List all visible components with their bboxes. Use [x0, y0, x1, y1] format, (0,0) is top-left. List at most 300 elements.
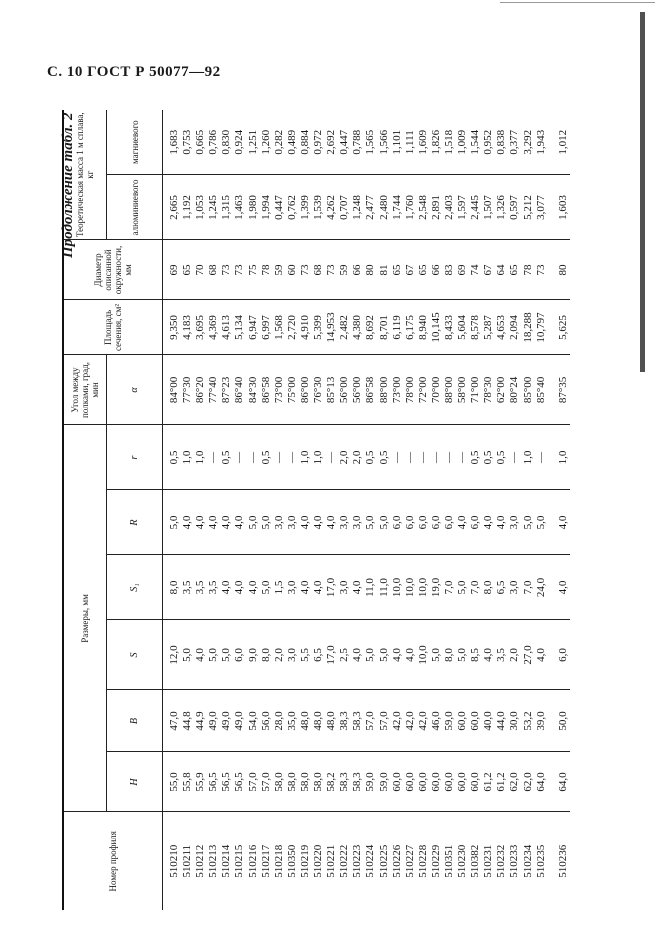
cell-r: — — [430, 425, 443, 490]
cell-B: 44,8 — [181, 690, 194, 752]
cell-mass-al: 1,315 — [220, 175, 233, 240]
cell-diameter: 67 — [482, 240, 495, 300]
cell-R: 4,0 — [325, 490, 338, 555]
cell-area: 10,797 — [535, 300, 548, 355]
header-dimensions-group: Размеры, мм — [63, 425, 107, 812]
cell-angle: 86°40 — [233, 355, 246, 425]
cell-area: 8,701 — [378, 300, 391, 355]
cell-area: 4,380 — [351, 300, 364, 355]
cell-S1: 4,0 — [299, 555, 312, 620]
cell-area: 4,653 — [495, 300, 508, 355]
cell-S: 5,0 — [220, 620, 233, 690]
table-row — [404, 110, 417, 910]
cell-r: — — [391, 425, 404, 490]
cell-B: 50,0 — [548, 690, 570, 752]
cell-H: 59,0 — [364, 752, 377, 812]
scan-artifact-line — [500, 2, 655, 3]
scan-artifact-bar — [640, 12, 645, 372]
cell-profile: 510221 — [325, 812, 338, 910]
cell-area: 4,613 — [220, 300, 233, 355]
cell-mass-mg: 1,826 — [430, 110, 443, 175]
cell-profile: 510211 — [181, 812, 194, 910]
cell-S: 2,0 — [273, 620, 286, 690]
cell-r: 1,0 — [194, 425, 207, 490]
cell-area: 2,720 — [286, 300, 299, 355]
cell-diameter: 70 — [194, 240, 207, 300]
cell-mass-al: 1,053 — [194, 175, 207, 240]
cell-profile: 510226 — [391, 812, 404, 910]
cell-S1: 8,0 — [482, 555, 495, 620]
cell-angle: 78°00 — [404, 355, 417, 425]
header-mass-aluminium: алюминиевого — [107, 175, 163, 240]
cell-mass-mg: 2,692 — [325, 110, 338, 175]
cell-r: — — [233, 425, 246, 490]
cell-angle: 85°00 — [522, 355, 535, 425]
table-row — [391, 110, 404, 910]
cell-area: 8,578 — [469, 300, 482, 355]
cell-mass-mg: 1,101 — [391, 110, 404, 175]
cell-r: 1,0 — [299, 425, 312, 490]
cell-mass-mg: 0,786 — [207, 110, 220, 175]
cell-mass-al: 1,539 — [312, 175, 325, 240]
cell-angle: 88°00 — [443, 355, 456, 425]
cell-area: 18,288 — [522, 300, 535, 355]
profile-table — [62, 110, 570, 910]
table-row — [508, 110, 521, 910]
cell-R: 5,0 — [260, 490, 273, 555]
table-row — [351, 110, 364, 910]
cell-area: 4,369 — [207, 300, 220, 355]
cell-H: 58,3 — [338, 752, 351, 812]
cell-mass-al: 1,980 — [247, 175, 260, 240]
cell-S1: 1,5 — [273, 555, 286, 620]
cell-profile: 510216 — [247, 812, 260, 910]
cell-area: 5,287 — [482, 300, 495, 355]
cell-S1: 5,0 — [260, 555, 273, 620]
cell-profile: 510224 — [364, 812, 377, 910]
cell-R: 4,0 — [495, 490, 508, 555]
cell-mass-mg: 1,566 — [378, 110, 391, 175]
cell-S1: 19,0 — [430, 555, 443, 620]
cell-S: 8,5 — [469, 620, 482, 690]
cell-mass-mg: 0,830 — [220, 110, 233, 175]
cell-S: 9,0 — [247, 620, 260, 690]
cell-r: — — [286, 425, 299, 490]
cell-area: 1,568 — [273, 300, 286, 355]
cell-angle: 72°00 — [417, 355, 430, 425]
cell-diameter: 80 — [548, 240, 570, 300]
header-profile-number: Номер профиля — [63, 812, 163, 910]
header-S: S — [107, 620, 163, 690]
cell-angle: 84°00 — [163, 355, 182, 425]
cell-S: 5,0 — [456, 620, 469, 690]
cell-r: — — [417, 425, 430, 490]
cell-profile: 510212 — [194, 812, 207, 910]
cell-S1: 10,0 — [391, 555, 404, 620]
cell-S1: 6,5 — [495, 555, 508, 620]
cell-R: 4,0 — [233, 490, 246, 555]
table-body — [163, 110, 570, 910]
cell-diameter: 80 — [364, 240, 377, 300]
cell-mass-al: 2,403 — [443, 175, 456, 240]
cell-area: 5,134 — [233, 300, 246, 355]
cell-mass-mg: 0,788 — [351, 110, 364, 175]
cell-r: — — [535, 425, 548, 490]
cell-S: 12,0 — [163, 620, 182, 690]
cell-B: 46,0 — [430, 690, 443, 752]
cell-H: 55,8 — [181, 752, 194, 812]
cell-B: 47,0 — [163, 690, 182, 752]
cell-mass-al: 1,245 — [207, 175, 220, 240]
cell-B: 49,0 — [220, 690, 233, 752]
cell-R: 5,0 — [378, 490, 391, 555]
cell-B: 54,0 — [247, 690, 260, 752]
cell-diameter: 81 — [378, 240, 391, 300]
cell-S: 5,0 — [207, 620, 220, 690]
cell-B: 42,0 — [417, 690, 430, 752]
cell-diameter: 75 — [247, 240, 260, 300]
cell-B: 49,0 — [207, 690, 220, 752]
cell-diameter: 59 — [273, 240, 286, 300]
cell-profile: 510382 — [469, 812, 482, 910]
cell-profile: 510227 — [404, 812, 417, 910]
cell-R: 4,0 — [548, 490, 570, 555]
cell-area: 6,947 — [247, 300, 260, 355]
cell-profile: 510233 — [508, 812, 521, 910]
cell-r: — — [207, 425, 220, 490]
cell-profile: 510213 — [207, 812, 220, 910]
cell-mass-mg: 1,251 — [247, 110, 260, 175]
cell-B: 48,0 — [299, 690, 312, 752]
cell-angle: 56°00 — [338, 355, 351, 425]
cell-diameter: 64 — [495, 240, 508, 300]
cell-mass-mg: 3,292 — [522, 110, 535, 175]
cell-r: 0,5 — [495, 425, 508, 490]
cell-S: 4,0 — [194, 620, 207, 690]
cell-R: 6,0 — [443, 490, 456, 555]
cell-area: 10,145 — [430, 300, 443, 355]
header-r: r — [107, 425, 163, 490]
cell-angle: 87°35 — [548, 355, 570, 425]
page-title: С. 10 ГОСТ Р 50077—92 — [47, 64, 221, 80]
cell-B: 35,0 — [286, 690, 299, 752]
header-mass-group: Теоретическая масса 1 м сплава, кг — [63, 110, 107, 240]
cell-B: 28,0 — [273, 690, 286, 752]
cell-R: 4,0 — [220, 490, 233, 555]
cell-r: 1,0 — [522, 425, 535, 490]
cell-R: 6,0 — [391, 490, 404, 555]
cell-B: 42,0 — [404, 690, 417, 752]
cell-angle: 58°00 — [456, 355, 469, 425]
table-row — [469, 110, 482, 910]
header-angle-symbol: α — [107, 355, 163, 425]
header-H: H — [107, 752, 163, 812]
cell-area: 5,625 — [548, 300, 570, 355]
cell-H: 56,5 — [233, 752, 246, 812]
cell-profile: 510229 — [430, 812, 443, 910]
cell-angle: 84°30 — [247, 355, 260, 425]
cell-S1: 4,0 — [247, 555, 260, 620]
cell-profile: 510218 — [273, 812, 286, 910]
cell-R: 3,0 — [273, 490, 286, 555]
cell-mass-al: 1,248 — [351, 175, 364, 240]
cell-mass-mg: 0,972 — [312, 110, 325, 175]
cell-R: 4,0 — [299, 490, 312, 555]
cell-profile: 510210 — [163, 812, 182, 910]
cell-r: 0,5 — [163, 425, 182, 490]
cell-H: 56,5 — [207, 752, 220, 812]
cell-R: 6,0 — [469, 490, 482, 555]
table-row — [325, 110, 338, 910]
table-row — [417, 110, 430, 910]
cell-B: 44,0 — [495, 690, 508, 752]
cell-H: 62,0 — [508, 752, 521, 812]
table-row — [299, 110, 312, 910]
cell-S1: 10,0 — [404, 555, 417, 620]
cell-mass-mg: 0,753 — [181, 110, 194, 175]
cell-angle: 88°00 — [378, 355, 391, 425]
cell-S1: 24,0 — [535, 555, 548, 620]
cell-R: 5,0 — [247, 490, 260, 555]
cell-angle: 80°24 — [508, 355, 521, 425]
cell-r: 0,5 — [364, 425, 377, 490]
cell-diameter: 65 — [391, 240, 404, 300]
cell-angle: 71°00 — [469, 355, 482, 425]
cell-angle: 73°00 — [273, 355, 286, 425]
cell-profile: 510231 — [482, 812, 495, 910]
cell-H: 58,0 — [273, 752, 286, 812]
cell-profile: 510222 — [338, 812, 351, 910]
cell-profile: 510236 — [548, 812, 570, 910]
header-B: B — [107, 690, 163, 752]
cell-H: 58,0 — [286, 752, 299, 812]
cell-H: 60,0 — [417, 752, 430, 812]
cell-B: 40,0 — [482, 690, 495, 752]
cell-diameter: 73 — [220, 240, 233, 300]
cell-angle: 86°58 — [364, 355, 377, 425]
cell-S: 4,0 — [535, 620, 548, 690]
cell-S: 3,0 — [286, 620, 299, 690]
cell-S: 4,0 — [404, 620, 417, 690]
cell-diameter: 65 — [181, 240, 194, 300]
cell-S: 2,5 — [338, 620, 351, 690]
cell-H: 61,2 — [495, 752, 508, 812]
cell-S: 3,5 — [495, 620, 508, 690]
cell-angle: 86°00 — [299, 355, 312, 425]
table-row — [535, 110, 548, 910]
header-area: Площадь сечения, см² — [63, 300, 163, 355]
cell-r: 0,5 — [220, 425, 233, 490]
table-row — [273, 110, 286, 910]
cell-H: 60,0 — [430, 752, 443, 812]
cell-S1: 17,0 — [325, 555, 338, 620]
cell-r: 2,0 — [351, 425, 364, 490]
cell-area: 3,695 — [194, 300, 207, 355]
cell-angle: 62°00 — [495, 355, 508, 425]
table-continuation-caption: Продолжение табл. 2 — [60, 112, 76, 258]
cell-r: — — [325, 425, 338, 490]
cell-S: 27,0 — [522, 620, 535, 690]
cell-angle: 73°00 — [391, 355, 404, 425]
cell-profile: 510214 — [220, 812, 233, 910]
cell-r: — — [404, 425, 417, 490]
cell-S: 5,0 — [181, 620, 194, 690]
cell-B: 56,0 — [260, 690, 273, 752]
cell-diameter: 66 — [430, 240, 443, 300]
cell-S1: 4,0 — [548, 555, 570, 620]
header-diameter: Диаметр описанной окружности, мм — [63, 240, 163, 300]
cell-mass-al: 0,707 — [338, 175, 351, 240]
cell-angle: 86°20 — [194, 355, 207, 425]
table-row — [364, 110, 377, 910]
cell-r: 2,0 — [338, 425, 351, 490]
cell-mass-al: 1,192 — [181, 175, 194, 240]
cell-R: 4,0 — [207, 490, 220, 555]
cell-angle: 86°58 — [260, 355, 273, 425]
cell-S: 4,0 — [351, 620, 364, 690]
cell-angle: 87°23 — [220, 355, 233, 425]
table-row — [548, 110, 570, 910]
cell-mass-al: 4,262 — [325, 175, 338, 240]
cell-area: 2,094 — [508, 300, 521, 355]
cell-mass-mg: 1,012 — [548, 110, 570, 175]
cell-mass-al: 2,477 — [364, 175, 377, 240]
cell-diameter: 60 — [286, 240, 299, 300]
cell-mass-mg: 0,952 — [482, 110, 495, 175]
cell-mass-al: 1,326 — [495, 175, 508, 240]
cell-R: 4,0 — [456, 490, 469, 555]
cell-R: 6,0 — [430, 490, 443, 555]
cell-S1: 4,0 — [233, 555, 246, 620]
cell-B: 48,0 — [312, 690, 325, 752]
cell-S1: 11,0 — [364, 555, 377, 620]
cell-area: 2,482 — [338, 300, 351, 355]
cell-S: 10,0 — [417, 620, 430, 690]
cell-B: 57,0 — [364, 690, 377, 752]
cell-mass-al: 2,891 — [430, 175, 443, 240]
cell-diameter: 65 — [417, 240, 430, 300]
cell-mass-mg: 0,924 — [233, 110, 246, 175]
cell-area: 14,953 — [325, 300, 338, 355]
cell-angle: 56°00 — [351, 355, 364, 425]
cell-diameter: 73 — [535, 240, 548, 300]
cell-area: 6,175 — [404, 300, 417, 355]
cell-H: 57,0 — [260, 752, 273, 812]
cell-B: 58,3 — [351, 690, 364, 752]
cell-diameter: 67 — [404, 240, 417, 300]
cell-B: 48,0 — [325, 690, 338, 752]
cell-mass-al: 1,994 — [260, 175, 273, 240]
cell-r: 0,5 — [378, 425, 391, 490]
cell-R: 6,0 — [417, 490, 430, 555]
cell-mass-mg: 0,884 — [299, 110, 312, 175]
cell-S: 5,0 — [364, 620, 377, 690]
cell-mass-al: 1,603 — [548, 175, 570, 240]
cell-B: 53,2 — [522, 690, 535, 752]
cell-mass-al: 1,399 — [299, 175, 312, 240]
cell-S: 6,0 — [548, 620, 570, 690]
cell-H: 58,0 — [312, 752, 325, 812]
table-row — [495, 110, 508, 910]
cell-S1: 4,0 — [312, 555, 325, 620]
cell-S: 5,0 — [378, 620, 391, 690]
cell-diameter: 78 — [522, 240, 535, 300]
cell-profile: 510223 — [351, 812, 364, 910]
cell-area: 4,183 — [181, 300, 194, 355]
cell-H: 57,0 — [247, 752, 260, 812]
cell-profile: 510228 — [417, 812, 430, 910]
cell-H: 58,2 — [325, 752, 338, 812]
table-row — [482, 110, 495, 910]
cell-H: 64,0 — [535, 752, 548, 812]
cell-profile: 510232 — [495, 812, 508, 910]
cell-S1: 3,0 — [508, 555, 521, 620]
cell-area: 8,433 — [443, 300, 456, 355]
cell-S1: 3,0 — [338, 555, 351, 620]
cell-R: 3,0 — [286, 490, 299, 555]
cell-mass-mg: 0,489 — [286, 110, 299, 175]
cell-mass-al: 0,762 — [286, 175, 299, 240]
cell-mass-mg: 1,565 — [364, 110, 377, 175]
table-row — [181, 110, 194, 910]
cell-area: 4,910 — [299, 300, 312, 355]
cell-B: 60,0 — [456, 690, 469, 752]
table-row — [456, 110, 469, 910]
cell-area: 9,350 — [163, 300, 182, 355]
cell-H: 60,0 — [456, 752, 469, 812]
header-S1: S₁ — [107, 555, 163, 620]
cell-angle: 77°40 — [207, 355, 220, 425]
cell-B: 42,0 — [391, 690, 404, 752]
cell-profile: 510225 — [378, 812, 391, 910]
cell-mass-al: 5,212 — [522, 175, 535, 240]
cell-angle: 76°30 — [312, 355, 325, 425]
cell-S1: 3,5 — [181, 555, 194, 620]
cell-S: 5,5 — [299, 620, 312, 690]
cell-diameter: 73 — [233, 240, 246, 300]
cell-diameter: 83 — [443, 240, 456, 300]
cell-H: 58,3 — [351, 752, 364, 812]
cell-H: 58,0 — [299, 752, 312, 812]
cell-r: 0,5 — [482, 425, 495, 490]
cell-r: — — [456, 425, 469, 490]
cell-S1: 10,0 — [417, 555, 430, 620]
cell-profile: 510235 — [535, 812, 548, 910]
cell-S1: 3,5 — [194, 555, 207, 620]
cell-R: 3,0 — [508, 490, 521, 555]
cell-profile: 510234 — [522, 812, 535, 910]
cell-mass-al: 1,744 — [391, 175, 404, 240]
cell-mass-mg: 1,111 — [404, 110, 417, 175]
cell-H: 61,2 — [482, 752, 495, 812]
cell-area: 8,692 — [364, 300, 377, 355]
cell-mass-al: 2,548 — [417, 175, 430, 240]
cell-angle: 75°00 — [286, 355, 299, 425]
table-row — [247, 110, 260, 910]
table-row — [194, 110, 207, 910]
cell-diameter: 69 — [163, 240, 182, 300]
cell-S: 4,0 — [482, 620, 495, 690]
cell-H: 55,0 — [163, 752, 182, 812]
cell-H: 60,0 — [443, 752, 456, 812]
cell-S: 4,0 — [391, 620, 404, 690]
cell-R: 4,0 — [181, 490, 194, 555]
table-row — [378, 110, 391, 910]
cell-R: 6,0 — [404, 490, 417, 555]
cell-R: 5,0 — [364, 490, 377, 555]
cell-diameter: 74 — [469, 240, 482, 300]
cell-profile: 510351 — [443, 812, 456, 910]
